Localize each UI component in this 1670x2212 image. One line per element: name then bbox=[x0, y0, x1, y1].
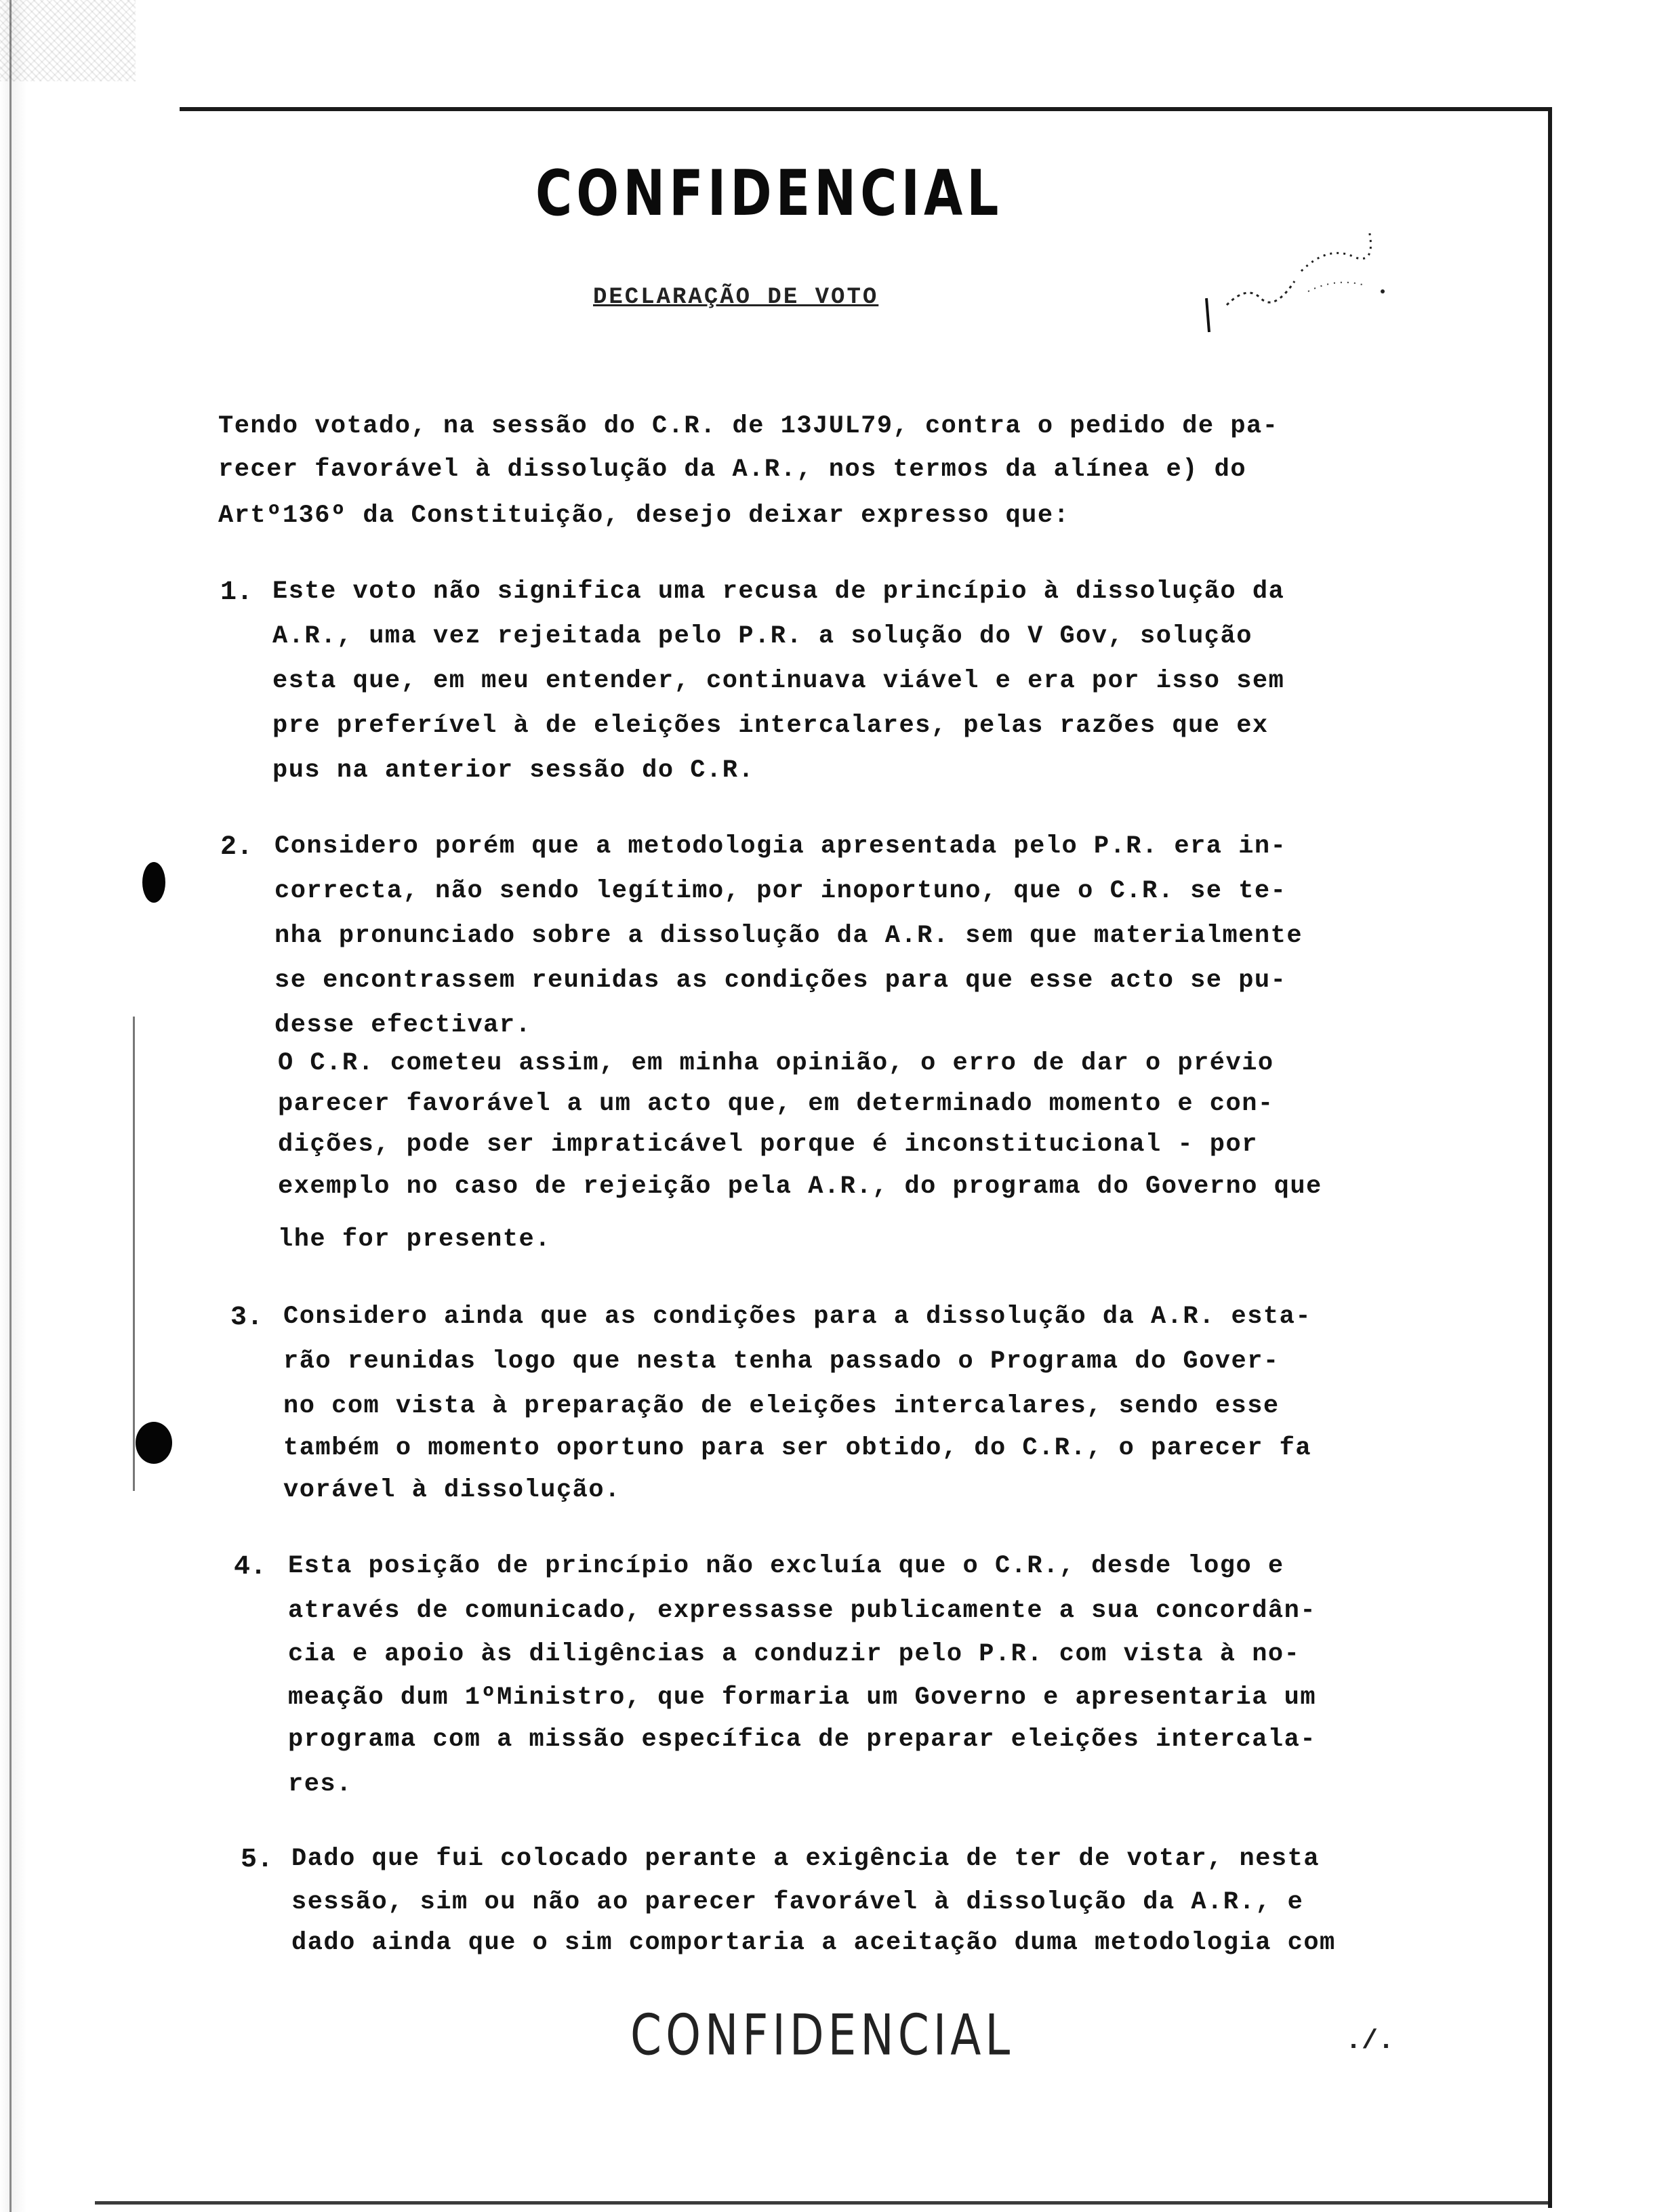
punch-hole-lower bbox=[136, 1422, 172, 1464]
handwritten-initials-icon bbox=[1200, 217, 1403, 339]
item-line: dições, pode ser impraticável porque é inconstitucional - por bbox=[278, 1130, 1258, 1159]
item-line: através de comunicado, expressasse publicamente a sua concordân- bbox=[288, 1597, 1317, 1625]
item-line: vorável à dissolução. bbox=[283, 1476, 621, 1504]
intro-line: Artº136º da Constituição, desejo deixar expresso que: bbox=[218, 501, 1070, 530]
item-number: 4. bbox=[234, 1552, 267, 1582]
binder-mark bbox=[133, 1017, 135, 1491]
item-line: pus na anterior sessão do C.R. bbox=[272, 756, 755, 785]
item-line: dado ainda que o sim comportaria a aceitação duma metodologia com bbox=[291, 1929, 1336, 1957]
item-line: se encontrassem reunidas as condições para que esse acto se pu- bbox=[274, 966, 1287, 995]
item-line: res. bbox=[288, 1770, 352, 1799]
item-line: correcta, não sendo legítimo, por inoportuno, que o C.R. se te- bbox=[274, 877, 1287, 905]
item-line: Dado que fui colocado perante a exigência de ter de votar, nesta bbox=[291, 1845, 1320, 1873]
item-line: rão reunidas logo que nesta tenha passado o Programa do Gover- bbox=[283, 1347, 1280, 1376]
confidential-stamp-top: CONFIDENCIAL bbox=[535, 157, 1003, 230]
item-line: O C.R. cometeu assim, em minha opinião, o erro de dar o prévio bbox=[278, 1049, 1274, 1078]
page-frame-bottom bbox=[95, 2201, 1552, 2205]
item-line: parecer favorável a um acto que, em determinado momento e con- bbox=[278, 1090, 1274, 1118]
item-line: meação dum 1ºMinistro, que formaria um Governo e apresentaria um bbox=[288, 1683, 1317, 1712]
scan-left-line bbox=[9, 0, 12, 2212]
scan-corner-noise bbox=[0, 0, 136, 81]
item-line: A.R., uma vez rejeitada pelo P.R. a solução do V Gov, solução bbox=[272, 622, 1252, 651]
item-line: exemplo no caso de rejeição pela A.R., do programa do Governo que bbox=[278, 1172, 1322, 1201]
item-line: cia e apoio às diligências a conduzir pelo P.R. com vista à no- bbox=[288, 1640, 1301, 1668]
item-number: 3. bbox=[230, 1303, 264, 1333]
item-line: também o momento oportuno para ser obtido, do C.R., o parecer fa bbox=[283, 1434, 1312, 1462]
page-continuation-mark: ./. bbox=[1345, 2026, 1395, 2057]
page-frame-top bbox=[180, 107, 1552, 111]
item-line: Esta posição de princípio não excluía que o C.R., desde logo e bbox=[288, 1552, 1284, 1580]
item-line: Considero porém que a metodologia apresentada pelo P.R. era in- bbox=[274, 832, 1287, 861]
item-line: esta que, em meu entender, continuava viável e era por isso sem bbox=[272, 667, 1285, 695]
item-number: 2. bbox=[220, 832, 253, 863]
item-line: Este voto não significa uma recusa de princípio à dissolução da bbox=[272, 577, 1285, 606]
intro-line: Tendo votado, na sessão do C.R. de 13JUL79, contra o pedido de pa- bbox=[218, 412, 1279, 441]
item-line: Considero ainda que as condições para a dissolução da A.R. esta- bbox=[283, 1303, 1312, 1331]
item-line: desse efectivar. bbox=[274, 1011, 532, 1040]
item-line: nha pronunciado sobre a dissolução da A.R. sem que materialmente bbox=[274, 922, 1303, 950]
item-number: 1. bbox=[220, 577, 253, 608]
item-number: 5. bbox=[241, 1845, 274, 1875]
document-title: DECLARAÇÃO DE VOTO bbox=[593, 285, 879, 310]
item-line: pre preferível à de eleições intercalares, pelas razões que ex bbox=[272, 712, 1269, 740]
scan-left-edge bbox=[0, 0, 27, 2212]
item-line: programa com a missão específica de preparar eleições intercala- bbox=[288, 1725, 1317, 1754]
item-line: lhe for presente. bbox=[278, 1225, 551, 1254]
confidential-stamp-bottom: CONFIDENCIAL bbox=[630, 2003, 1015, 2068]
page-frame-right bbox=[1548, 107, 1552, 2208]
item-line: no com vista à preparação de eleições intercalares, sendo esse bbox=[283, 1392, 1280, 1420]
punch-hole-upper bbox=[142, 862, 165, 903]
item-line: sessão, sim ou não ao parecer favorável à dissolução da A.R., e bbox=[291, 1888, 1304, 1917]
intro-line: recer favorável à dissolução da A.R., nos termos da alínea e) do bbox=[218, 455, 1247, 484]
